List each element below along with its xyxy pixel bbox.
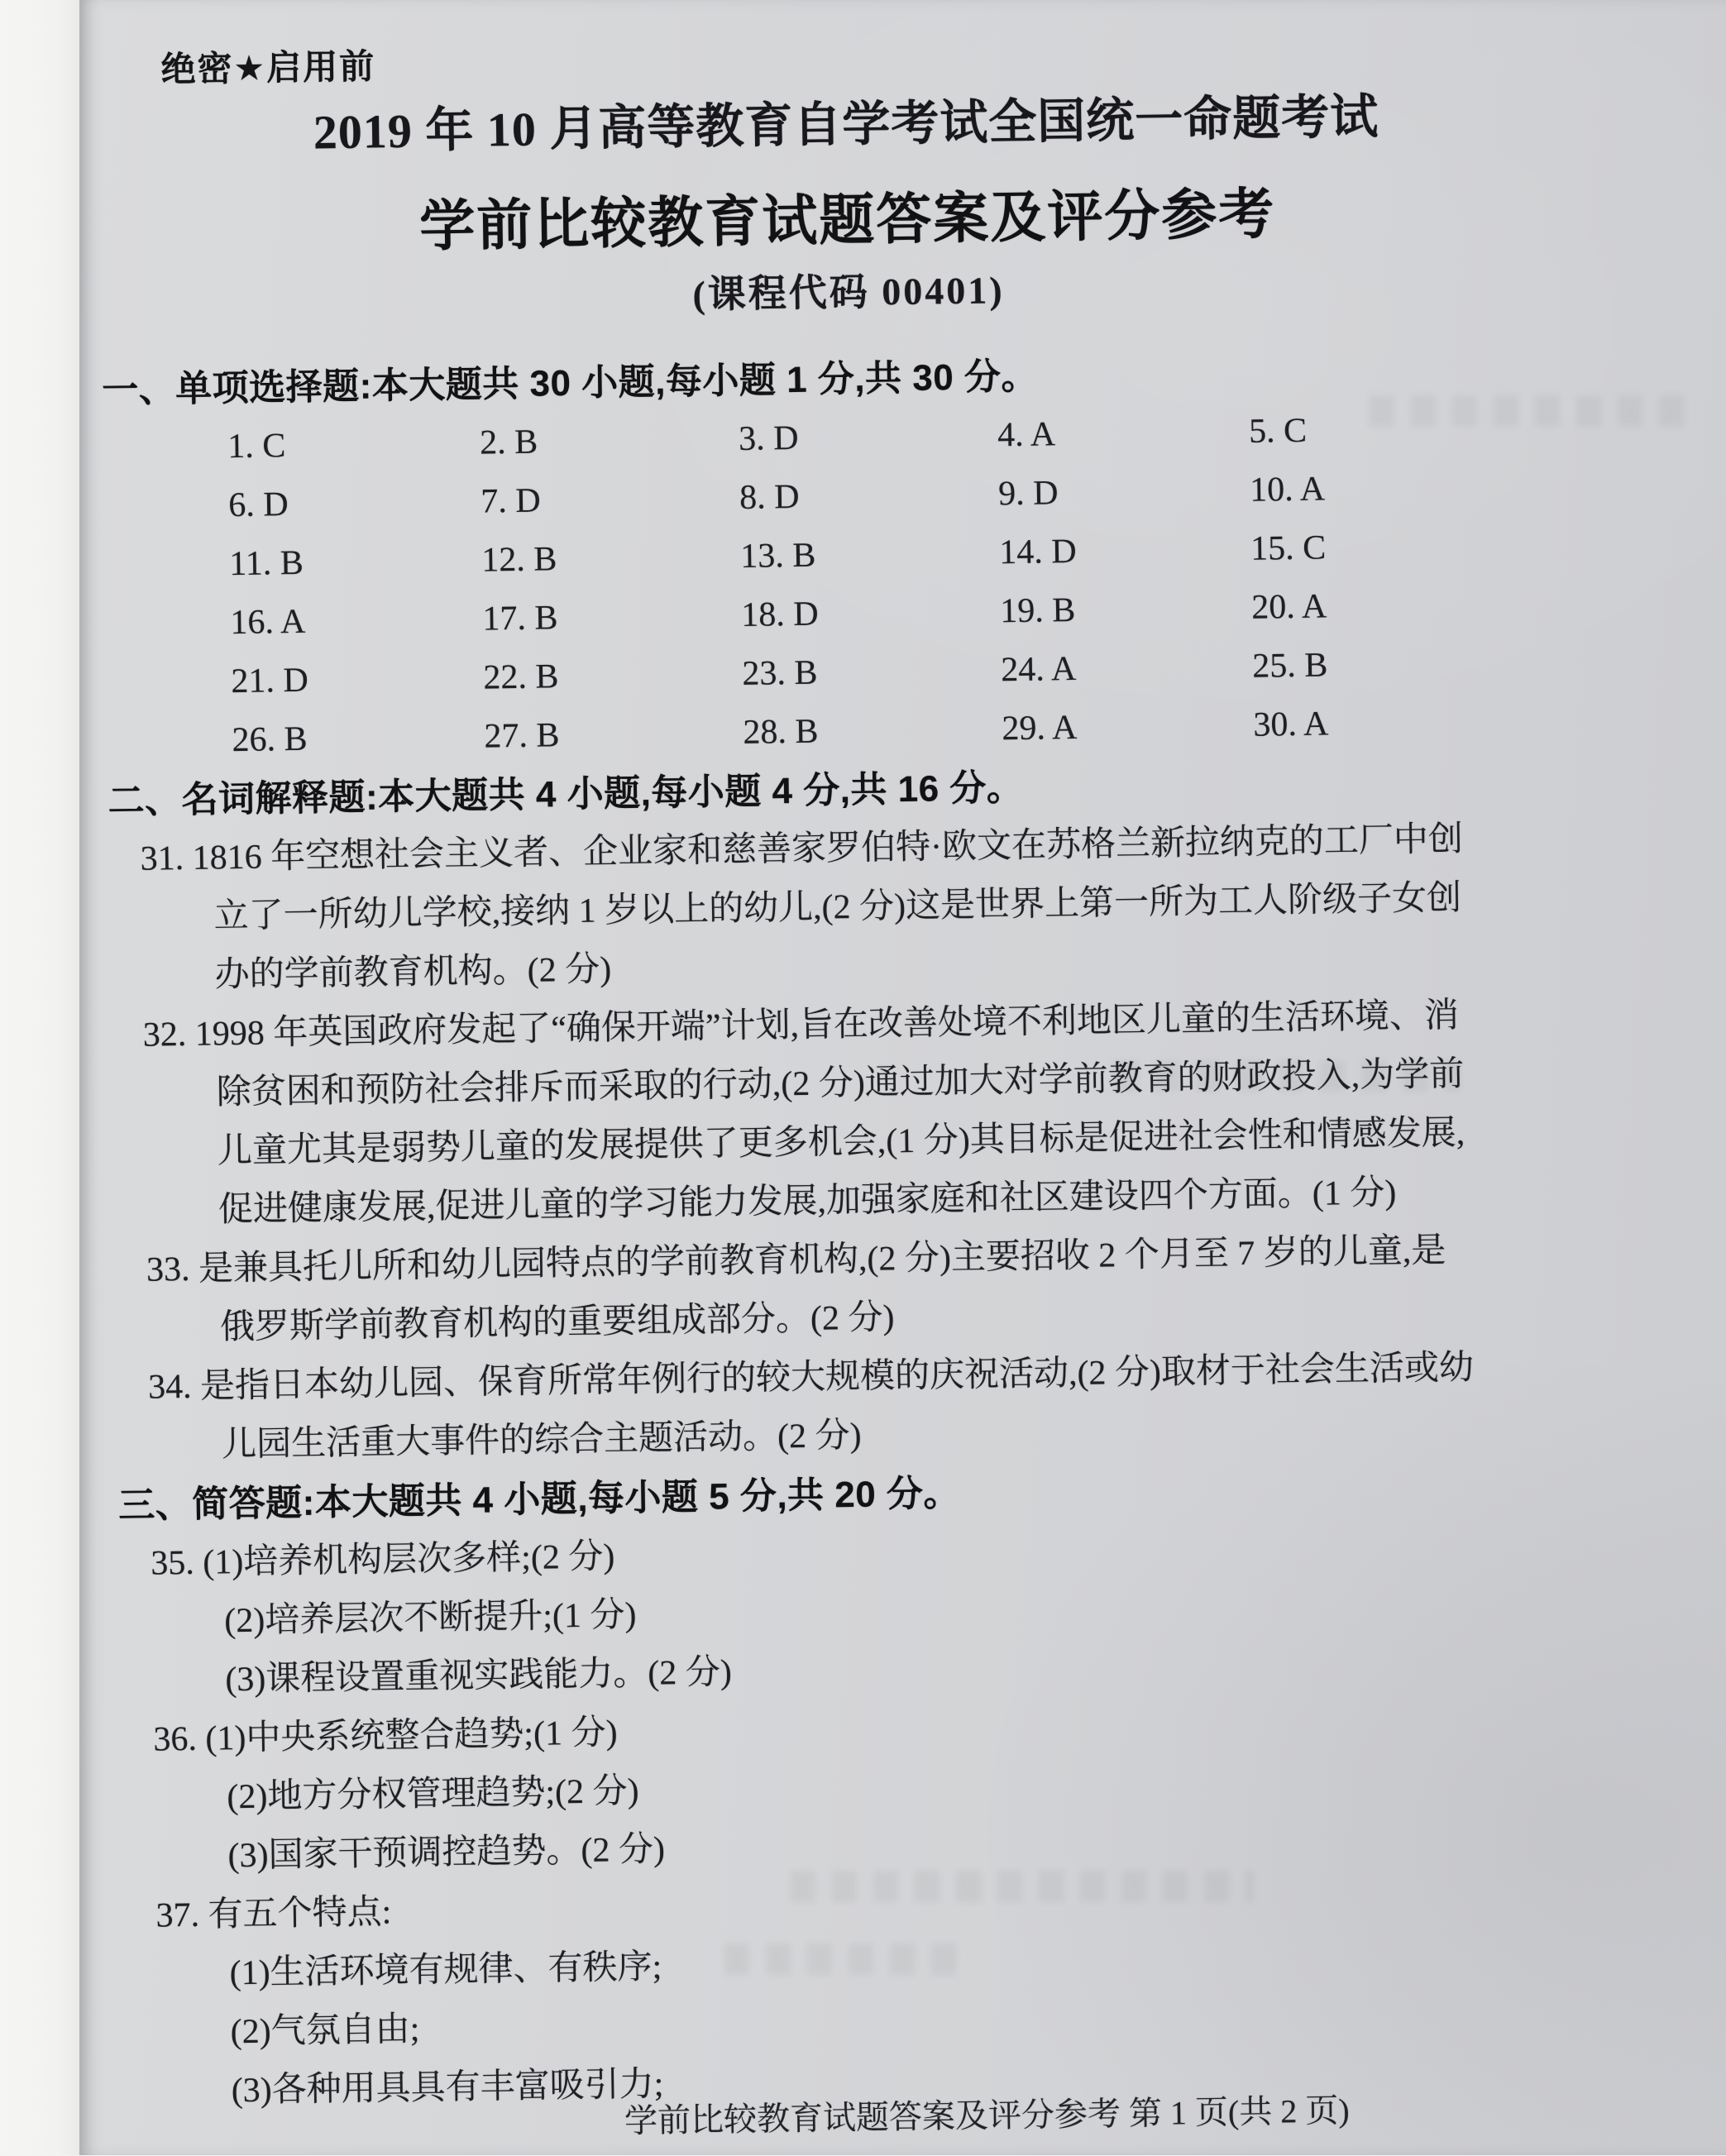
mc-answer: 8. D bbox=[739, 477, 800, 517]
answer-item-35-line: (3)课程设置重视实践能力。(2 分) bbox=[225, 1653, 733, 1699]
answer-item-37-line: (2)气氛自由; bbox=[230, 2010, 420, 2052]
mc-answer: 9. D bbox=[997, 474, 1059, 514]
mc-answer: 1. C bbox=[227, 427, 286, 466]
mc-answer: 7. D bbox=[480, 481, 541, 521]
mc-answer-grid bbox=[227, 396, 1699, 770]
page-footer: 学前比较教育试题答案及评分参考 第 1 页(共 2 页) bbox=[624, 2091, 1350, 2140]
mc-answer: 30. A bbox=[1253, 705, 1329, 744]
mc-answer: 15. C bbox=[1250, 528, 1327, 568]
answer-item-31-line: 办的学前教育机构。(2 分) bbox=[214, 950, 612, 995]
section-3-heading: 三、简答题:本大题共 4 小题,每小题 5 分,共 20 分。 bbox=[117, 1473, 961, 1527]
mc-answer: 26. B bbox=[232, 719, 308, 760]
mc-answer: 10. A bbox=[1249, 470, 1326, 509]
mc-answer: 12. B bbox=[481, 540, 557, 580]
classification-label: 绝密★启用前 bbox=[160, 46, 376, 89]
course-code: (课程代码 00401) bbox=[692, 269, 1005, 316]
mc-answer: 14. D bbox=[998, 532, 1077, 572]
answer-item-32-line: 除贫困和预防社会排斥而采取的行动,(2 分)通过加大对学前教育的财政投入,为学前 bbox=[216, 1055, 1465, 1112]
mc-answer: 3. D bbox=[738, 418, 799, 458]
answer-item-36-line: (3)国家干预调控趋势。(2 分) bbox=[227, 1830, 666, 1876]
mc-answer: 4. A bbox=[997, 415, 1056, 455]
answer-item-37-line: 37. 有五个特点: bbox=[155, 1893, 392, 1935]
mc-answer: 19. B bbox=[999, 590, 1076, 631]
answer-item-32-line: 32. 1998 年英国政府发起了“确保开端”计划,旨在改善处境不利地区儿童的生活环境、消 bbox=[142, 997, 1460, 1054]
answer-item-33-line: 俄罗斯学前教育机构的重要组成部分。(2 分) bbox=[219, 1298, 895, 1347]
answer-item-36-line: (2)地方分权管理趋势;(2 分) bbox=[227, 1771, 639, 1817]
answer-item-35-line: 35. (1)培养机构层次多样;(2 分) bbox=[150, 1537, 615, 1583]
mc-answer: 28. B bbox=[743, 712, 819, 752]
document-body bbox=[102, 337, 1719, 2122]
mc-answer: 16. A bbox=[230, 602, 306, 643]
mc-answer: 20. A bbox=[1250, 587, 1327, 627]
answer-item-31-line: 立了一所幼儿学校,接纳 1 岁以上的幼儿,(2 分)这是世界上第一所为工人阶级子女创 bbox=[213, 879, 1462, 936]
answer-item-31-line: 31. 1816 年空想社会主义者、企业家和慈善家罗伯特·欧文在苏格兰新拉纳克的工厂中创 bbox=[140, 820, 1464, 878]
document-page bbox=[79, 0, 1726, 2155]
mc-answer: 27. B bbox=[484, 716, 560, 756]
mc-answer: 11. B bbox=[229, 543, 304, 584]
mc-answer: 29. A bbox=[1002, 708, 1078, 748]
mc-answer: 13. B bbox=[739, 536, 816, 576]
paper-title: 学前比较教育试题答案及评分参考 bbox=[418, 184, 1276, 258]
mc-answer: 6. D bbox=[227, 485, 289, 525]
mc-answer: 25. B bbox=[1251, 646, 1328, 686]
mc-answer: 24. A bbox=[1001, 649, 1077, 690]
mc-answer: 21. D bbox=[231, 661, 309, 701]
mc-answer: 22. B bbox=[483, 657, 559, 697]
answer-item-35-line: (2)培养层次不断提升;(1 分) bbox=[223, 1595, 637, 1641]
mc-answer: 5. C bbox=[1248, 411, 1308, 451]
section-1-heading: 一、单项选择题:本大题共 30 小题,每小题 1 分,共 30 分。 bbox=[101, 356, 1039, 411]
answer-item-34-line: 儿园生活重大事件的综合主题活动。(2 分) bbox=[221, 1416, 862, 1465]
exam-session-title: 2019 年 10 月高等教育自学考试全国统一命题考试 bbox=[313, 89, 1379, 160]
answer-item-33-line: 33. 是兼具托儿所和幼儿园特点的学前教育机构,(2 分)主要招收 2 个月至 7 岁的儿童,是 bbox=[146, 1231, 1446, 1289]
answer-item-32-line: 促进健康发展,促进儿童的学习能力发展,加强家庭和社区建设四个方面。(1 分) bbox=[218, 1174, 1397, 1230]
answer-item-36-line: 36. (1)中央系统整合趋势;(1 分) bbox=[153, 1714, 618, 1759]
mc-answer: 18. D bbox=[741, 595, 820, 634]
mc-answer: 17. B bbox=[482, 599, 558, 638]
answer-item-37-line: (1)生活环境有规律、有秩序; bbox=[229, 1948, 662, 1993]
answer-item-32-line: 儿童尤其是弱势儿童的发展提供了更多机会,(1 分)其目标是促进社会性和情感发展, bbox=[217, 1114, 1465, 1171]
answer-item-34-line: 34. 是指日本幼儿园、保育所常年例行的较大规模的庆祝活动,(2 分)取材于社会生活或幼 bbox=[147, 1348, 1475, 1407]
section-2-heading: 二、名词解释题:本大题共 4 小题,每小题 4 分,共 16 分。 bbox=[108, 767, 1024, 822]
answer-item-37-line: (3)各种用具具有丰富吸引力; bbox=[231, 2065, 664, 2111]
mc-answer: 23. B bbox=[742, 653, 818, 693]
mc-answer: 2. B bbox=[479, 423, 538, 462]
page-content bbox=[62, 0, 1726, 2156]
